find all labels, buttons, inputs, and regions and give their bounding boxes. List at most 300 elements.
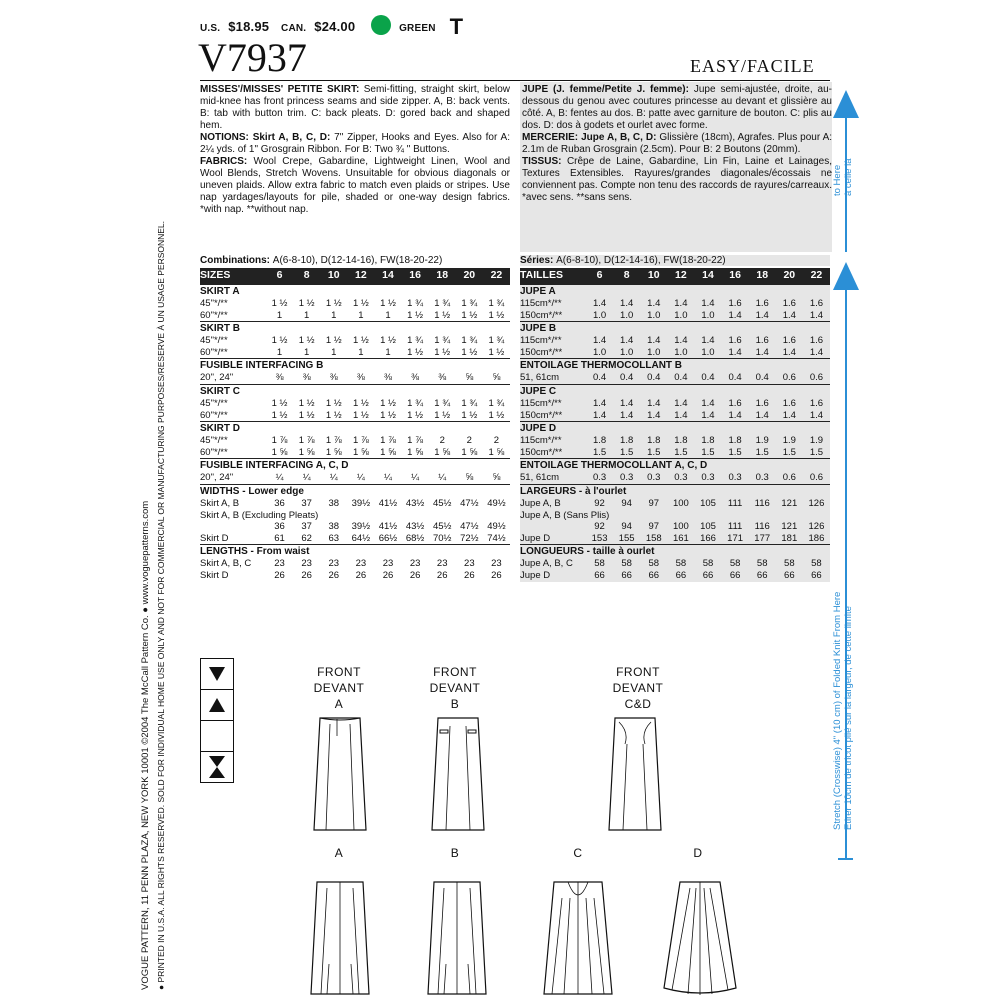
table-en-cell: 45½ — [432, 521, 452, 533]
table-en-row-label: Skirt A, B, C — [200, 558, 252, 570]
table-fr-data-row — [520, 435, 830, 447]
table-fr-row-label: ENTOILAGE THERMOCOLLANT A, C, D — [520, 459, 830, 473]
table-en-cell: ⅜ — [302, 372, 311, 384]
table-en-data-row — [200, 298, 510, 310]
symbol-legend — [200, 658, 232, 783]
table-en-cell: ¼ — [384, 472, 392, 484]
table-fr-cell: 1.4 — [694, 410, 721, 422]
table-en-cell: 1 ⅝ — [271, 446, 288, 458]
table-en-cell: 2 — [493, 435, 500, 447]
table-en-data-row — [200, 347, 510, 359]
table-en-cell: 37 — [301, 521, 312, 533]
table-fr-cell: 1.4 — [776, 347, 803, 359]
table-en-cell: 1 ½ — [461, 309, 478, 321]
table-en-cell: 1 ⅝ — [407, 446, 424, 458]
table-fr-cell: 1.0 — [667, 310, 694, 322]
table-fr-data-row — [520, 410, 830, 422]
table-fr-cell: 1.6 — [722, 398, 749, 410]
table-en-cell: 23 — [274, 558, 285, 570]
table-en-cell: 62 — [301, 532, 312, 544]
table-fr-data-row — [520, 510, 830, 522]
table-fr-cell: 1.4 — [803, 410, 830, 422]
table-en-section-row — [200, 459, 510, 473]
table-en-cell: 49½ — [487, 521, 506, 533]
table-fr-cell: 92 — [586, 521, 613, 533]
table-fr-row-label: LONGUEURS - taille à ourlet — [520, 545, 830, 559]
table-fr-cell: 66 — [803, 570, 830, 582]
table-en-cell: 38 — [328, 497, 340, 509]
table-en-cell: 47½ — [460, 521, 479, 533]
table-en-row-label: SKIRT B — [200, 322, 510, 336]
front-label: FRONT — [616, 665, 660, 679]
table-en-cell: 1 — [385, 346, 391, 358]
table-en-cell: 1 ½ — [352, 298, 369, 309]
table-fr-cell: 0.6 — [776, 372, 803, 384]
table-en-cell: 26 — [436, 569, 448, 581]
table-en-cell: 47½ — [460, 497, 479, 509]
table-en-cell: 1 ½ — [325, 409, 342, 421]
combinations-fr — [520, 255, 830, 266]
table-en-cell: 61 — [274, 532, 285, 544]
table-en-cell: 26 — [301, 569, 312, 581]
table-en-data-row — [200, 398, 510, 410]
table-en-row-label: Skirt D — [200, 569, 229, 581]
table-fr-row-label: 115cm*/** — [520, 335, 586, 347]
table-fr-cell: 1.4 — [722, 310, 749, 322]
table-en-header-cell: 10 — [320, 268, 347, 285]
table-fr-data-row — [520, 558, 830, 570]
table-en-cell: 1 ½ — [352, 335, 369, 347]
skirt-back-c-drawing — [538, 878, 618, 998]
table-en-cell: 1 ½ — [271, 409, 288, 421]
green-dot-icon — [371, 15, 391, 35]
table-en-cell: 1 ¾ — [488, 335, 505, 347]
table-fr-cell: 1.5 — [613, 447, 640, 459]
pattern-number: V7937 — [198, 35, 307, 80]
table-fr-cell: 1.8 — [694, 435, 721, 447]
table-fr-cell: 126 — [803, 521, 830, 533]
table-en-header-cell: 18 — [429, 268, 456, 285]
table-fr-cell: 158 — [640, 533, 667, 545]
table-en-cell: 1 ½ — [298, 409, 315, 421]
table-fr-section-row — [520, 384, 830, 398]
table-en-cell: 36 — [274, 497, 285, 509]
table-fr-cell: 58 — [776, 558, 803, 570]
table-en-cell: ⅜ — [329, 372, 338, 384]
table-en-row-label: FUSIBLE INTERFACING B — [200, 359, 510, 373]
gauge-arrow-up-icon — [833, 262, 859, 290]
table-en-cell: 1 ¾ — [434, 298, 451, 309]
table-fr-cell: 1.6 — [776, 335, 803, 347]
table-fr-cell: 0.3 — [667, 472, 694, 484]
table-en-data-row — [200, 558, 510, 570]
table-fr-cell: 105 — [694, 498, 721, 510]
table-en-data-row — [200, 410, 510, 422]
table-fr-cell: 1.4 — [613, 298, 640, 310]
table-fr-cell: 66 — [613, 570, 640, 582]
table-en-data-row — [200, 447, 510, 459]
table-en-cell: 1 ½ — [407, 409, 424, 421]
table-fr-cell: 0.3 — [613, 472, 640, 484]
table-fr-cell: 1.6 — [776, 298, 803, 310]
table-fr-cell: 58 — [749, 558, 776, 570]
table-en-cell: 72½ — [460, 532, 479, 544]
table-fr-cell: 0.3 — [586, 472, 613, 484]
table-fr-cell: 1.4 — [640, 298, 667, 310]
table-en-cell: ¼ — [302, 472, 311, 484]
table-fr-cell: 0.4 — [722, 372, 749, 384]
table-fr-cell: 1.4 — [776, 410, 803, 422]
table-en-cell: 23 — [382, 558, 394, 570]
table-en-cell: ⅝ — [492, 472, 501, 484]
table-fr-cell: 66 — [694, 570, 721, 582]
table-fr-row-label: 150cm*/** — [520, 447, 586, 459]
table-fr-cell: 1.0 — [613, 310, 640, 322]
table-en-cell: 1 ½ — [380, 335, 396, 347]
table-fr-section-row — [520, 422, 830, 436]
hourglass-icon — [209, 756, 225, 778]
table-fr-cell: 66 — [640, 570, 667, 582]
table-en-cell: 1 ⅝ — [298, 446, 315, 458]
table-en-data-row — [200, 570, 510, 582]
table-en-section-row — [200, 384, 510, 398]
table-en-cell: 1 — [358, 346, 364, 358]
table-fr-cell: 1.4 — [586, 298, 613, 310]
symbol-box — [200, 751, 234, 783]
table-fr-cell: 1.6 — [749, 398, 776, 410]
table-en-cell: 1 ¾ — [407, 298, 424, 309]
table-en-cell: 1 — [304, 346, 310, 358]
table-en-header-cell: 14 — [374, 268, 401, 285]
can-price: $24.00 — [314, 19, 356, 34]
table-en-row-label: 60"*/** — [200, 409, 228, 421]
table-fr-data-row — [520, 298, 830, 310]
table-fr-cell: 1.4 — [694, 298, 721, 310]
table-en-cell: 23 — [491, 558, 502, 570]
english-description — [200, 84, 510, 216]
table-en-data-row — [200, 310, 510, 322]
label-back-d: D — [693, 846, 703, 860]
skirt-back-a-drawing — [305, 878, 375, 998]
table-en-cell: 1 ¾ — [434, 335, 451, 347]
skirt-back-d-drawing — [660, 878, 740, 998]
table-en-cell: 1 ½ — [434, 346, 451, 358]
table-fr-cell: 1.0 — [694, 347, 721, 359]
table-fr-cell: 1.0 — [667, 347, 694, 359]
table-fr-cell: 1.4 — [749, 347, 776, 359]
combinations-label-en: Combinations: — [200, 255, 270, 266]
table-en-cell: 1 ¾ — [461, 298, 478, 309]
table-fr-cell: 0.3 — [694, 472, 721, 484]
table-en-row-label: Skirt A, B (Excluding Pleats) — [200, 509, 319, 521]
table-en-cell: 1 ⅞ — [298, 435, 315, 447]
skirt-front-b-drawing — [428, 714, 488, 834]
combinations-text-fr: A(6-8-10), D(12-14-16), FW(18-20-22) — [556, 255, 726, 266]
table-fr-row-label: 150cm*/** — [520, 310, 586, 322]
table-fr-cell: 1.9 — [803, 435, 830, 447]
table-en-header-cell: 22 — [483, 268, 510, 285]
table-en-header-cell: SIZES — [200, 268, 266, 285]
table-fr-header-row — [520, 268, 830, 285]
table-fr-row-label: 115cm*/** — [520, 435, 586, 447]
table-fr-cell: 1.8 — [722, 435, 749, 447]
table-fr-cell: 1.4 — [613, 398, 640, 410]
table-fr-cell: 1.4 — [722, 410, 749, 422]
view-letter: C&D — [624, 697, 652, 711]
table-fr-cell: 121 — [776, 498, 803, 510]
table-fr-cell: 166 — [694, 533, 721, 545]
table-en-cell: 1 ½ — [352, 397, 369, 409]
table-en-data-row — [200, 435, 510, 447]
table-en-cell: 1 ⅞ — [325, 435, 342, 447]
table-en-row-label: 45"*/** — [200, 298, 228, 309]
table-en-cell: 1 ½ — [488, 346, 505, 358]
table-en-cell: 1 ½ — [271, 298, 288, 309]
table-fr-cell: 1.4 — [694, 398, 721, 410]
description-text-en: Semi-fitting, straight skirt, below mid-knee has front princess seams and side zipper. A, B: back vents. B: tab with button trim. C: back pleats. D: gored back and shaped hem. — [200, 84, 510, 131]
table-fr-cell: 1.6 — [803, 298, 830, 310]
table-en-section-row — [200, 545, 510, 559]
table-en-cell: ⅝ — [492, 372, 501, 384]
table-fr-cell: 1.4 — [613, 410, 640, 422]
table-fr-cell: 1.6 — [803, 335, 830, 347]
table-fr-row-label: 115cm*/** — [520, 398, 586, 410]
table-en-cell: 1 ⅝ — [461, 446, 478, 458]
table-fr-row-label: Jupe D — [520, 570, 586, 582]
table-en-cell: 1 — [276, 309, 283, 321]
table-en-cell: 63 — [328, 532, 340, 544]
table-fr-cell: 1.5 — [749, 447, 776, 459]
table-fr-row-label: Jupe A, B (Sans Plis) — [520, 510, 830, 522]
table-fr-data-row — [520, 372, 830, 384]
table-en-cell: ⅜ — [384, 372, 392, 384]
table-en-cell: ⅝ — [465, 372, 474, 384]
table-fr-cell: 1.4 — [667, 298, 694, 310]
table-fr-cell: 1.4 — [667, 410, 694, 422]
table-fr-cell: 186 — [803, 533, 830, 545]
symbol-box — [200, 658, 234, 689]
table-fr-cell: 1.9 — [749, 435, 776, 447]
table-fr-cell: 155 — [613, 533, 640, 545]
table-en-row-label: 20", 24" — [200, 372, 234, 384]
table-en-header-cell: 12 — [347, 268, 374, 285]
table-fr-data-row — [520, 472, 830, 484]
gauge-end-mark — [838, 858, 853, 860]
table-fr-cell: 58 — [586, 558, 613, 570]
view-letter: A — [334, 697, 344, 711]
table-fr-cell: 1.5 — [694, 447, 721, 459]
table-fr-row-label: JUPE C — [520, 384, 830, 398]
table-fr-cell: 1.4 — [586, 398, 613, 410]
gauge-stretch-label — [832, 592, 854, 830]
table-en-section-row — [200, 359, 510, 373]
table-fr-cell: 58 — [667, 558, 694, 570]
table-en-cell: 1 ½ — [271, 335, 288, 347]
table-en-cell: 23 — [355, 558, 367, 570]
table-fr-cell: 1.4 — [586, 335, 613, 347]
fabrics-label-en: FABRICS: — [200, 156, 248, 167]
table-en-cell: 1 ½ — [488, 309, 505, 321]
table-en-row-label: WIDTHS - Lower edge — [200, 484, 510, 498]
table-en-row-label: 20", 24" — [200, 472, 234, 484]
notions-label-fr: MERCERIE: Jupe A, B, C, D: — [522, 132, 657, 143]
table-fr-cell: 0.4 — [749, 372, 776, 384]
table-en-cell: ⅜ — [275, 372, 284, 384]
table-en-cell: 39½ — [351, 497, 371, 509]
table-en-cell: 1 ⅞ — [407, 435, 424, 447]
table-en-cell: 1 ½ — [298, 298, 315, 309]
table-fr-cell: 0.3 — [722, 472, 749, 484]
table-en-cell: 38 — [328, 521, 340, 533]
table-en-data-row — [200, 533, 510, 545]
table-fr-row-label: Jupe A, B, C — [520, 558, 586, 570]
table-fr-cell: 1.4 — [694, 335, 721, 347]
table-fr-cell: 0.4 — [613, 372, 640, 384]
table-en-cell: 1 ½ — [298, 397, 315, 409]
table-en-data-row — [200, 372, 510, 384]
table-fr-cell: 58 — [722, 558, 749, 570]
table-fr-cell: 66 — [667, 570, 694, 582]
table-en-cell: 23 — [409, 558, 421, 570]
table-fr-cell: 1.5 — [586, 447, 613, 459]
table-en-cell: 2 — [439, 435, 445, 447]
devant-label: DEVANT — [313, 681, 365, 695]
table-en-row-label: SKIRT A — [200, 285, 510, 299]
table-fr-row-label: JUPE B — [520, 322, 830, 336]
table-fr-cell: 105 — [694, 521, 721, 533]
gauge-to-here-label — [832, 159, 854, 197]
symbol-box — [200, 720, 234, 751]
table-fr-cell: 1.5 — [640, 447, 667, 459]
table-fr-cell: 126 — [803, 498, 830, 510]
table-en-cell: 1 ⅞ — [380, 435, 396, 447]
table-en-header-cell: 8 — [293, 268, 320, 285]
table-en-cell: 1 ¾ — [461, 335, 478, 347]
size-code: T — [449, 14, 464, 39]
table-en-section-row — [200, 285, 510, 299]
to-here-fr: à celle là — [843, 158, 854, 196]
table-en-cell: 23 — [301, 558, 312, 570]
table-fr-cell: 100 — [667, 498, 694, 510]
table-fr-cell: 0.6 — [776, 472, 803, 484]
table-fr-cell: 1.0 — [586, 347, 613, 359]
us-label: U.S. — [200, 23, 221, 34]
table-fr-row-label: ENTOILAGE THERMOCOLLANT B — [520, 359, 830, 373]
label-back-a: A — [334, 846, 344, 860]
table-en-header-cell: 6 — [266, 268, 293, 285]
table-fr-cell: 58 — [694, 558, 721, 570]
table-fr-cell: 1.4 — [749, 410, 776, 422]
table-fr-cell: 121 — [776, 521, 803, 533]
notions-text-en: 7" Zipper, Hooks and Eyes. Also for A: 2¼ yds. of 1" Grosgrain Ribbon. For B: Two ¾ " Buttons. — [200, 132, 510, 155]
fabrics-text-en: Wool Crepe, Gabardine, Lightweight Linen, Wool and Wool Blends, Stretch Wovens. Unsuitable for obvious diagonals or uneven plaids. Allow extra fabric to match even plaids or stripes. Use nap yardages/layouts for pile, shaded or one-way design fabrics. *with nap. **without nap. — [200, 156, 511, 215]
table-fr-cell: 0.4 — [694, 372, 721, 384]
table-en-row-label: 60"*/** — [200, 346, 228, 358]
label-front-a — [289, 664, 389, 712]
table-en-cell: 1 — [358, 309, 364, 321]
table-fr-cell: 116 — [749, 498, 776, 510]
table-fr-cell: 1.6 — [803, 398, 830, 410]
table-fr-cell: 1.0 — [640, 310, 667, 322]
table-fr-row-label: JUPE A — [520, 285, 830, 299]
table-fr-section-row — [520, 484, 830, 498]
description-text-fr: Jupe semi-ajustée, droite, au-dessous du genou avec coutures princesse au devant et glissière au côté. A, B: fentes au dos. B: patte avec garniture de bouton. C: plis au dos. D: dos à godets et ourlet avec forme. — [522, 84, 833, 131]
table-en-row-label — [200, 521, 266, 533]
table-en-cell: 26 — [355, 569, 367, 581]
triangle-down-icon — [209, 667, 225, 681]
gauge-arrow-up-icon — [833, 90, 859, 118]
table-en-cell: 68½ — [405, 532, 425, 544]
table-fr-cell: 66 — [722, 570, 749, 582]
table-fr-cell: 1.6 — [749, 298, 776, 310]
table-en-cell: 1 ¾ — [461, 397, 478, 409]
table-fr-header-cell: 10 — [640, 268, 667, 285]
view-letter: B — [450, 697, 460, 711]
notions-text-fr: Glissière (18cm), Agrafes. Plus pour A: 2.1m de Ruban Grosgrain (2.5cm). Pour B: 2 Boutons (20mm). — [522, 132, 833, 155]
table-fr-header-cell: 16 — [722, 268, 749, 285]
table-en-cell: 36 — [274, 521, 285, 533]
table-fr-cell: 66 — [776, 570, 803, 582]
table-fr-header-cell: TAILLES — [520, 268, 586, 285]
table-fr-cell: 94 — [613, 498, 640, 510]
symbol-box — [200, 689, 234, 720]
table-fr-header-cell: 6 — [586, 268, 613, 285]
table-fr-cell: 0.6 — [803, 472, 830, 484]
table-fr-data-row — [520, 447, 830, 459]
table-fr-cell: 1.5 — [722, 447, 749, 459]
table-fr-cell: 1.4 — [640, 335, 667, 347]
table-en-cell: 1 ½ — [380, 298, 396, 309]
table-en-cell: 1 ½ — [407, 309, 424, 321]
table-fr-header-cell: 12 — [667, 268, 694, 285]
table-en-cell: ⅝ — [465, 472, 474, 484]
devant-label: DEVANT — [612, 681, 664, 695]
table-en-data-row — [200, 335, 510, 347]
table-en-data-row — [200, 498, 510, 510]
header-rule — [200, 80, 830, 81]
table-fr-header-cell: 8 — [613, 268, 640, 285]
table-en-cell: 1 ½ — [271, 397, 288, 409]
table-en-cell: ¼ — [329, 472, 338, 484]
table-en-row-label: 45"*/** — [200, 435, 228, 447]
gauge-text-fr: Etirer 10cm de tricot plié sur la largeur, de cette limite — [843, 606, 854, 830]
table-fr-section-row — [520, 322, 830, 336]
table-fr-cell: 1.4 — [749, 310, 776, 322]
table-fr-section-row — [520, 545, 830, 559]
notions-label-en: NOTIONS: Skirt A, B, C, D: — [200, 132, 331, 143]
label-front-b — [405, 664, 505, 712]
table-fr-data-row — [520, 398, 830, 410]
table-en-data-row — [200, 510, 510, 522]
table-fr-data-row — [520, 310, 830, 322]
table-en-row-label: 45"*/** — [200, 397, 228, 409]
table-en-cell: 41½ — [378, 521, 398, 533]
table-en-cell: 1 ½ — [352, 409, 369, 421]
table-fr-data-row — [520, 498, 830, 510]
front-label: FRONT — [433, 665, 477, 679]
table-en-cell: 1 — [331, 346, 337, 358]
table-fr-data-row — [520, 521, 830, 533]
table-fr-cell: 1.6 — [722, 335, 749, 347]
table-en-cell: 45½ — [432, 497, 452, 509]
table-fr-cell: 1.6 — [749, 335, 776, 347]
table-en-row-label: SKIRT C — [200, 384, 510, 398]
table-en-cell: 1 — [276, 346, 283, 358]
table-fr-cell: 1.8 — [640, 435, 667, 447]
table-en-cell: 1 ⅝ — [434, 446, 451, 458]
table-en-cell: 23 — [328, 558, 340, 570]
table-fr-cell: 1.4 — [640, 410, 667, 422]
